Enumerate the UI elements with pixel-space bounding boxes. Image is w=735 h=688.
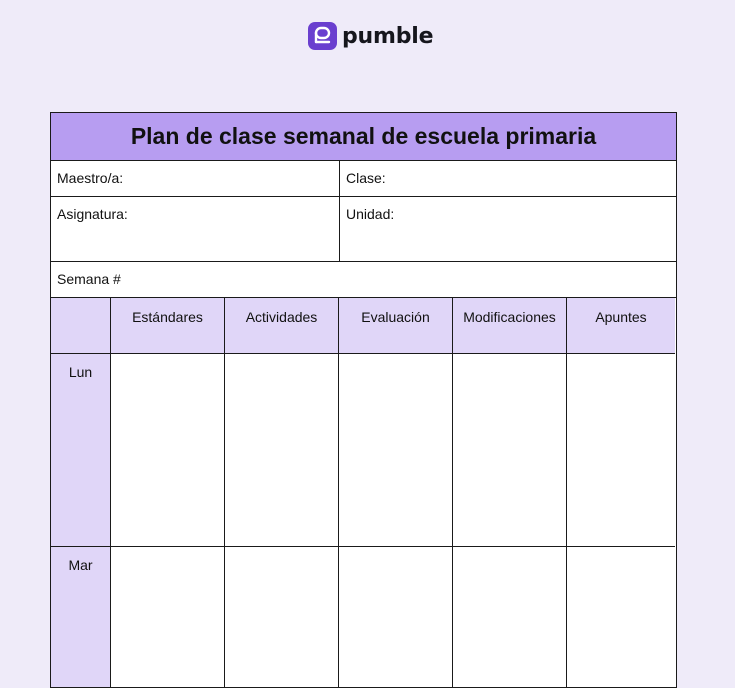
grid-cell[interactable]: [225, 547, 338, 687]
week-row: [51, 262, 676, 298]
day-row-mon: [51, 354, 110, 547]
class-field[interactable]: Clase:: [346, 170, 386, 186]
day-row-tue: [51, 547, 110, 687]
column-header: Evaluación: [339, 298, 452, 353]
grid-cell[interactable]: [567, 354, 675, 547]
day-column: [51, 298, 111, 687]
column-header: Modificaciones: [453, 298, 566, 353]
grid-cell[interactable]: [453, 547, 566, 687]
teacher-class-row: [51, 161, 676, 197]
teacher-field[interactable]: Maestro/a:: [51, 161, 340, 196]
unit-field[interactable]: Unidad:: [346, 206, 395, 222]
schedule-grid: [51, 298, 676, 687]
column-header: Estándares: [111, 298, 224, 353]
grid-cell[interactable]: [111, 547, 224, 687]
subject-field[interactable]: Asignatura:: [51, 197, 340, 261]
grid-cell[interactable]: [339, 354, 452, 547]
column-activities: [225, 298, 339, 687]
column-standards: [111, 298, 225, 687]
grid-cell[interactable]: [339, 547, 452, 687]
page-title: Plan de clase semanal de escuela primaria: [51, 113, 676, 161]
day-label: Mar: [51, 547, 110, 687]
week-field[interactable]: Semana #: [57, 271, 121, 287]
pumble-logo: [308, 22, 433, 50]
column-modifications: [453, 298, 567, 687]
grid-cell[interactable]: [453, 354, 566, 547]
column-header: Apuntes: [567, 298, 675, 353]
grid-cell[interactable]: [225, 354, 338, 547]
grid-cell[interactable]: [111, 354, 224, 547]
column-header: Actividades: [225, 298, 338, 353]
column-evaluation: [339, 298, 453, 687]
column-notes: [567, 298, 675, 687]
day-label: Lun: [51, 354, 110, 546]
corner-header: [51, 298, 110, 354]
subject-unit-row: [51, 197, 676, 262]
grid-cell[interactable]: [567, 547, 675, 687]
pumble-logo-icon: [308, 22, 337, 50]
lesson-plan-sheet: [50, 112, 677, 688]
brand-name: pumble: [342, 23, 434, 49]
